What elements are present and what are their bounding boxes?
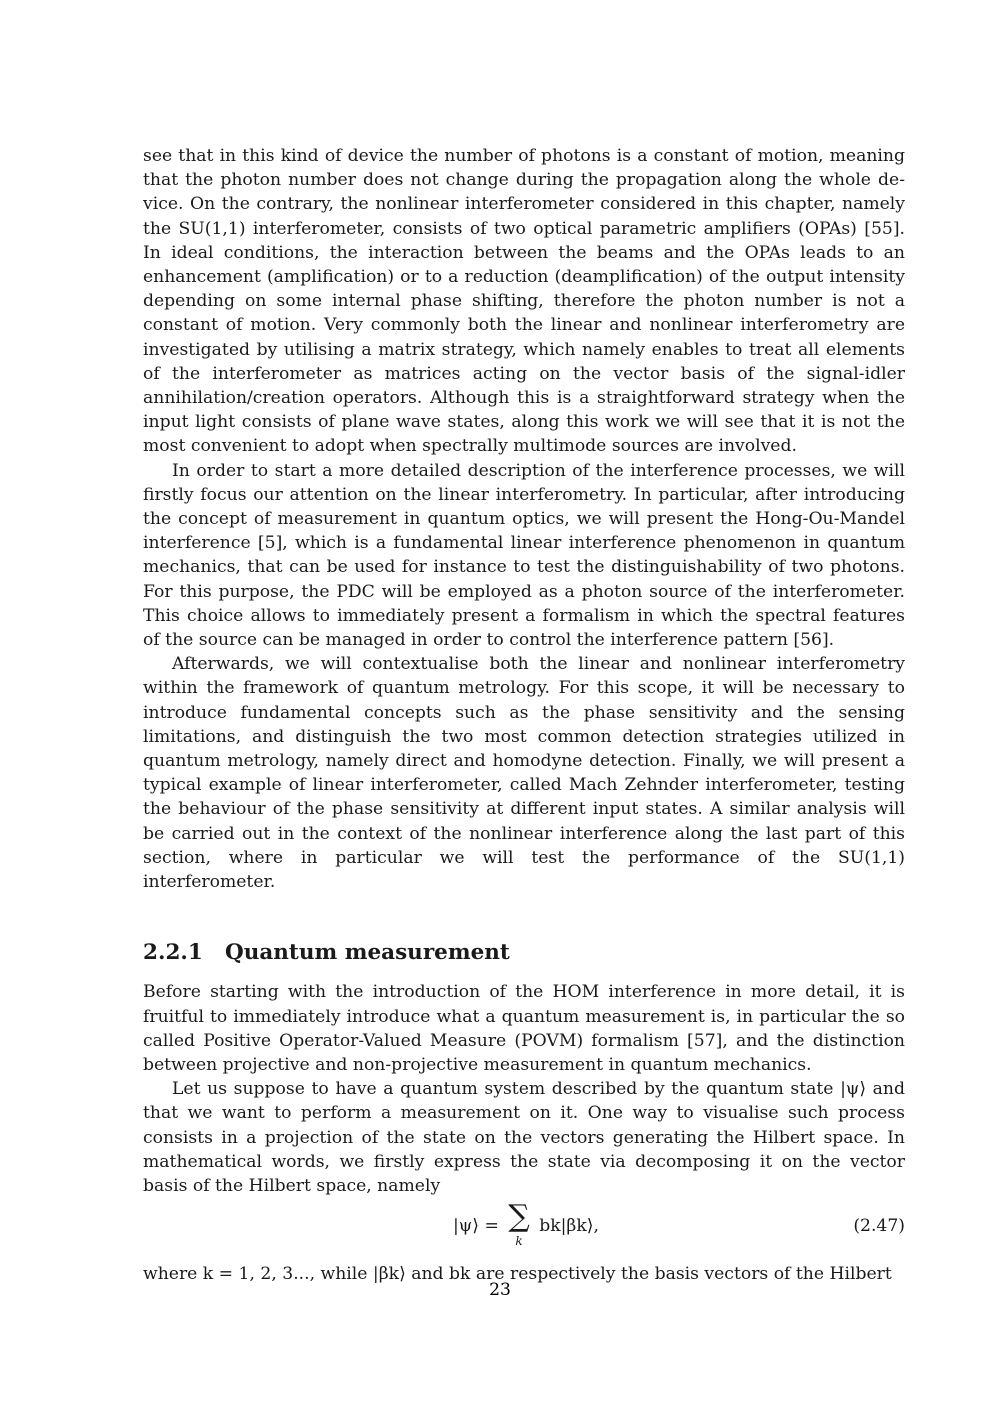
- page-number: 23: [489, 1280, 511, 1300]
- section-title: Quantum measurement: [225, 940, 510, 966]
- sigma-symbol: ∑: [508, 1199, 530, 1235]
- paragraph-4: Before starting with the introduction of the HOM interference in more detail, it is fruitful to immediately introduce what a quantum measurement is, in particular the so called Positive Operator-Valued Measure (POVM) formalism [57], and the distinction between projective and non-projective measurement in quantum mechanics.: [143, 982, 905, 1075]
- section-heading: [143, 940, 905, 966]
- section-number: 2.2.1: [143, 940, 203, 966]
- summation: [508, 1200, 529, 1248]
- equation-number: (2.47): [853, 1216, 905, 1237]
- sum-index: k: [515, 1234, 523, 1249]
- paragraph-3: Afterwards, we will contextualise both the linear and nonlinear interferometry within the framework of quantum metrology. For this scope, it will be necessary to introduce fundamental concepts such as the phase sensitivity and the sensing limitations, and distinguish the two most common detection strategies utilized in quantum metrology, namely direct and homodyne detection. Finally, we will present a typical example of linear interferometer, called Mach Zehnder interferometer, testing the behaviour of the phase sensitivity at different input states. A similar analysis will be carried out in the context of the nonlinear interference along the last part of this section, where in particular we will test the performance of the SU(1,1) interferometer.: [143, 654, 905, 893]
- equation-rhs: bk|βk⟩,: [539, 1216, 599, 1237]
- paragraph-5: Let us suppose to have a quantum system described by the quantum state |ψ⟩ and that we want to perform a measurement on it. One way to visualise such process consists in a projection of the state on the vectors generating the Hilbert space. In mathematical words, we firstly express the state via decomposing it on the vector basis of the Hilbert space, namely: [143, 1079, 905, 1196]
- equation-lhs: |ψ⟩ =: [453, 1216, 499, 1237]
- page-body: [143, 144, 905, 1286]
- paragraph-2: In order to start a more detailed description of the interference processes, we will firstly focus our attention on the linear interferometry. In particular, after introducing the concept of measurement in quantum optics, we will present the Hong-Ou-Mandel interference [5], which is a fundamental linear interference phenomenon in quantum mechanics, that can be used for instance to test the distinguishability of two photons. For this purpose, the PDC will be employed as a photon source of the interferometer. This choice allows to immediately present a formalism in which the spectral features of the source can be managed in order to control the interference pattern [56].: [143, 460, 905, 651]
- equation-body: [453, 1200, 599, 1248]
- paragraph-6: where k = 1, 2, 3..., while |βk⟩ and bk are respectively the basis vectors of the Hilbert: [143, 1264, 892, 1285]
- equation-2-47: [143, 1198, 905, 1262]
- paragraph-1: see that in this kind of device the number of photons is a constant of motion, meaning that the photon number does not change during the propagation along the whole device. On the contrary, the nonlinear interferometer considered in this chapter, namely the SU(1,1) interferometer, consists of two optical parametric amplifiers (OPAs) [55]. In ideal conditions, the interaction between the beams and the OPAs leads to an enhancement (amplification) or to a reduction (deamplification) of the output intensity depending on some internal phase shifting, therefore the photon number is not a constant of motion. Very commonly both the linear and nonlinear interferometry are investigated by utilising a matrix strategy, which namely enables to treat all elements of the interferometer as matrices acting on the vector basis of the signal-idler annihilation/creation operators. Although this is a straightforward strategy when the input light consists of plane wave states, along this work we will see that it is not the most convenient to adopt when spectrally multimode sources are involved.: [143, 146, 905, 457]
